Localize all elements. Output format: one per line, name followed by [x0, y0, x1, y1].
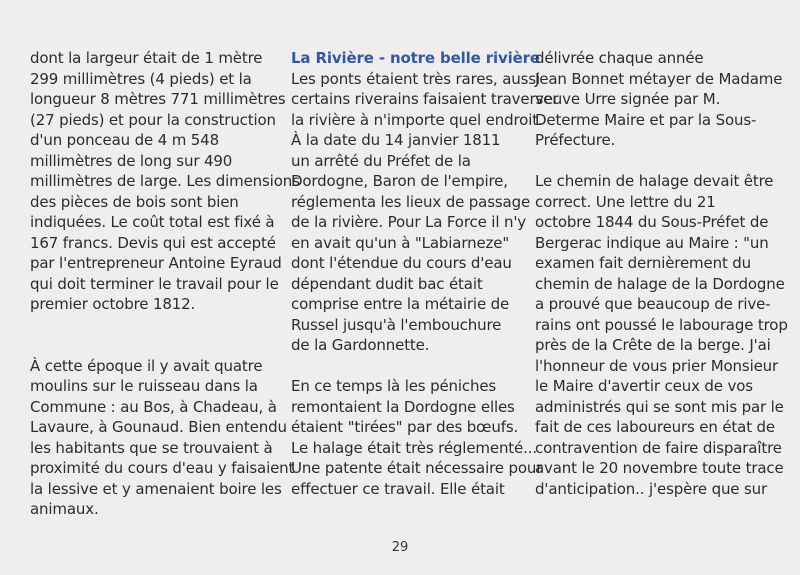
text-line: étaient "tirées" par des bœufs.: [291, 418, 519, 436]
text-column-1: [30, 48, 300, 520]
paragraph-1: [291, 69, 559, 356]
text-line: l'honneur de vous prier Monsieur: [535, 356, 779, 375]
text-line: réglementa les lieux de passage: [291, 192, 531, 211]
text-line: correct. Une lettre du 21: [535, 192, 716, 211]
text-line: le Maire d'avertir ceux de vos: [535, 377, 753, 395]
text-line: chemin de halage de la Dordogne: [535, 274, 785, 293]
text-line: d'anticipation.. j'espère que sur: [535, 479, 768, 498]
text-line: contravention de faire disparaître: [535, 438, 782, 457]
text-line: près de la Crête de la berge. J'ai: [535, 336, 771, 354]
paragraph-gap: [535, 151, 750, 172]
text-line: dont la largeur était de 1 mètre: [30, 49, 263, 67]
text-line: effectuer ce travail. Elle était: [291, 479, 505, 498]
paragraph-2: [30, 356, 295, 520]
text-line: millimètres de long sur 490: [30, 151, 233, 170]
text-line: Préfecture.: [535, 131, 616, 149]
text-line: de la Gardonnette.: [291, 336, 430, 354]
text-line: dépendant dudit bac était: [291, 274, 483, 293]
text-line: En ce temps là les péniches: [291, 377, 497, 395]
text-line: Les ponts étaient très rares, aussi: [291, 69, 540, 88]
text-line: longueur 8 mètres 771 millimètres: [30, 90, 286, 108]
text-line: Une patente était nécessaire pour: [291, 459, 543, 477]
text-line: délivrée chaque année: [535, 49, 704, 67]
text-line: fait de ces laboureurs en état de: [535, 418, 776, 436]
text-line: moulins sur le ruisseau dans la: [30, 377, 258, 395]
text-line: indiquées. Le coût total est fixé à: [30, 213, 275, 231]
text-line: avant le 20 novembre toute trace: [535, 459, 784, 477]
paragraph-gap: [30, 315, 270, 336]
text-line: Dordogne, Baron de l'empire,: [291, 172, 508, 190]
text-line: octobre 1844 du Sous-Préfet de: [535, 213, 769, 231]
text-line: la rivière à n'importe quel endroit.: [291, 110, 543, 129]
text-line: premier octobre 1812.: [30, 295, 196, 313]
text-line: a prouvé que beaucoup de rive-: [535, 295, 771, 313]
text-line: À cette époque il y avait quatre: [30, 356, 263, 375]
text-line: Lavaure, à Gounaud. Bien entendu: [30, 418, 287, 436]
text-line: par l'entrepreneur Antoine Eyraud: [30, 254, 282, 272]
text-line: remontaient la Dordogne elles: [291, 397, 515, 416]
text-line: de la rivière. Pour La Force il n'y: [291, 213, 527, 231]
text-line: qui doit terminer le travail pour le: [30, 274, 279, 293]
page-number: 29: [391, 540, 409, 555]
text-line: en avait qu'un à "Labiarneze": [291, 233, 510, 252]
text-line: comprise entre la métairie de: [291, 295, 510, 313]
paragraph-gap: [30, 335, 270, 356]
paragraph-2: [535, 171, 788, 499]
text-line: un arrêté du Préfet de la: [291, 151, 471, 170]
text-line: Jean Bonnet métayer de Madame: [535, 69, 783, 88]
text-line: (27 pieds) et pour la construction: [30, 110, 276, 129]
text-line: examen fait dernièrement du: [535, 254, 752, 272]
text-line: dont l'étendue du cours d'eau: [291, 254, 512, 272]
text-line: rains ont poussé le labourage trop: [535, 315, 788, 334]
text-line: À la date du 14 janvier 1811: [291, 131, 501, 149]
text-column-2: [291, 48, 559, 499]
text-line: la lessive et y amenaient boire les: [30, 479, 282, 498]
text-line: les habitants que se trouvaient à: [30, 438, 273, 457]
text-column-3: [535, 48, 788, 499]
section-heading: La Rivière - notre belle rivière: [291, 49, 540, 67]
text-line: des pièces de bois sont bien: [30, 192, 239, 211]
text-line: millimètres de large. Les dimensions: [30, 172, 300, 190]
text-line: administrés qui se sont mis par le: [535, 397, 784, 416]
text-line: Le chemin de halage devait être: [535, 172, 774, 190]
text-line: Russel jusqu'à l'embouchure: [291, 315, 502, 334]
paragraph-gap: [291, 356, 513, 377]
text-line: 299 millimètres (4 pieds) et la: [30, 69, 252, 88]
text-line: animaux.: [30, 500, 99, 518]
text-line: Determe Maire et par la Sous-: [535, 110, 757, 129]
text-line: d'un ponceau de 4 m 548: [30, 131, 219, 149]
text-line: proximité du cours d'eau y faisaient: [30, 459, 295, 477]
text-line: Commune : au Bos, à Chadeau, à: [30, 397, 277, 416]
paragraph-1: [30, 48, 300, 315]
paragraph-1: [535, 48, 783, 151]
text-line: certains riverains faisaient traverser: [291, 90, 559, 108]
text-line: Bergerac indique au Maire : "un: [535, 233, 769, 252]
paragraph-2: [291, 376, 543, 499]
text-line: veuve Urre signée par M.: [535, 90, 721, 108]
text-line: 167 francs. Devis qui est accepté: [30, 233, 276, 252]
text-line: Le halage était très réglementé...: [291, 438, 537, 457]
